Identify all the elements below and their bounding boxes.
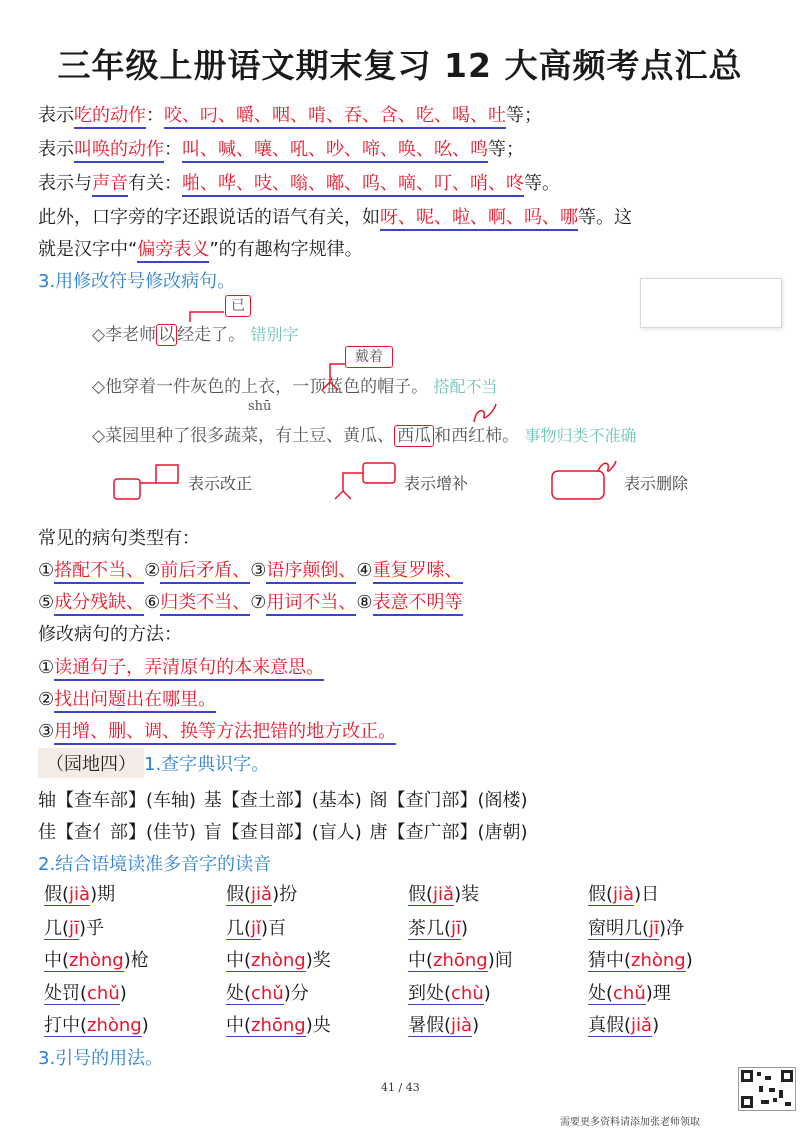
biaoshi-line-sound: 表示与声音有关：啪、哗、吱、嗡、嘟、呜、嘀、叮、哨、咚等。 (38, 169, 560, 195)
legend-insert-symbol (325, 459, 405, 503)
pinyin-reading: chǔ (87, 983, 120, 1004)
pinyin-reading: zhòng (631, 950, 686, 971)
chars-call: 叫、喊、嚷、吼、吵、啼、唤、吆、鸣 (182, 139, 488, 163)
example-1-correction-mark (172, 304, 232, 324)
example-3: ◇菜园里种了很多蔬菜，有土豆、黄瓜、 西瓜 和西红柿。 事物归类不准确 (92, 426, 637, 446)
pinyin-reading: chǔ (251, 983, 284, 1004)
pinyin-item: 假(jiǎ)装 (408, 884, 480, 905)
legend-correct-label: 表示改正 (188, 474, 253, 493)
pinyin-reading: jī (69, 918, 80, 939)
pinyin-item: 中(zhōng)央 (226, 1015, 331, 1036)
example-3-pinyin: shū (248, 399, 272, 414)
chars-eat: 咬、叼、嚼、咽、啃、吞、含、吃、喝、吐 (164, 105, 506, 129)
pinyin-reading: jiǎ (251, 884, 273, 905)
example-2-insert-mark (312, 356, 352, 396)
pinyin-item: 打中(zhòng) (44, 1015, 149, 1036)
chars-sound: 啪、哗、吱、嗡、嘟、呜、嘀、叮、哨、咚 (182, 173, 524, 197)
example-1-correction: 已 (225, 295, 251, 317)
radical-meaning: 偏旁表义 (137, 239, 209, 263)
pinyin-item: 窗明几(jī)净 (588, 918, 685, 939)
pinyin-reading: jià (613, 884, 635, 905)
method-3: ③用增、删、调、换等方法把错的地方改正。 (38, 717, 396, 743)
sticky-note (640, 278, 782, 328)
qr-code-icon (738, 1067, 796, 1111)
legend-delete-symbol (548, 459, 620, 503)
pinyin-reading: jǐ (251, 918, 262, 939)
pinyin-item: 中(zhòng)奖 (226, 950, 331, 971)
pinyin-item: 假(jià)期 (44, 884, 116, 905)
example-3-delete-box: 西瓜 (394, 425, 434, 447)
pinyin-reading: jià (69, 884, 91, 905)
pinyin-reading: zhōng (251, 1015, 306, 1036)
page-title: 三年级上册语文期末复习 12 大高频考点汇总 (57, 46, 743, 85)
pinyin-reading: jī (451, 918, 462, 939)
category-eat: 吃的动作 (74, 105, 146, 129)
section-3b-heading: 3.引号的用法。 (38, 1048, 164, 1069)
dict-row-2: 佳【查亻部】(佳节) 盲【查目部】(盲人) 唐【查广部】(唐朝) (38, 822, 528, 843)
example-3-delete-curl (470, 402, 500, 424)
pinyin-item: 处罚(chǔ) (44, 983, 127, 1004)
example-2: ◇他穿着一件灰色的上衣，一顶蓝色的帽子。 搭配不当 (92, 377, 498, 397)
pinyin-reading: jiǎ (631, 1015, 653, 1036)
pinyin-item: 处(chǔ)理 (588, 983, 671, 1004)
legend-delete-label: 表示删除 (624, 474, 689, 493)
pinyin-reading: zhòng (69, 950, 124, 971)
cihwai-line-1: 此外，口字旁的字还跟说话的语气有关，如呀、呢、啦、啊、吗、哪等。这 (38, 203, 632, 229)
pinyin-item: 中(zhōng)间 (408, 950, 513, 971)
pinyin-reading: jià (451, 1015, 473, 1036)
pinyin-reading: zhōng (433, 950, 488, 971)
bingju-types-row-1: ①搭配不当、②前后矛盾、③语序颠倒、④重复罗嗦、 (38, 556, 463, 582)
example-2-insertion: 戴着 (345, 346, 393, 368)
example-1: ◇李老师 以 经走了。 错别字 (92, 325, 299, 345)
pinyin-item: 暑假(jià) (408, 1015, 480, 1036)
biaoshi-line-call: 表示叫唤的动作：叫、喊、嚷、吼、吵、啼、唤、吆、鸣等； (38, 135, 524, 161)
yuandi-heading: （园地四） 1.查字典识字。 (38, 748, 269, 778)
method-heading: 修改病句的方法： (38, 624, 182, 645)
example-1-wrong-char: 以 (158, 325, 176, 345)
pinyin-reading: jī (649, 918, 660, 939)
page-number: 41 / 43 (381, 1081, 420, 1094)
section-3-heading: 3.用修改符号修改病句。 (38, 271, 236, 292)
pinyin-reading: zhòng (251, 950, 306, 971)
pinyin-item: 假(jià)日 (588, 884, 660, 905)
biaoshi-line-eat: 表示吃的动作：咬、叼、嚼、咽、啃、吞、含、吃、喝、吐等； (38, 101, 542, 127)
pinyin-item: 真假(jiǎ) (588, 1015, 660, 1036)
pinyin-item: 茶几(jī) (408, 918, 469, 939)
pinyin-item: 几(jī)乎 (44, 918, 105, 939)
bingju-types-row-2: ⑤成分残缺、⑥归类不当、⑦用词不当、⑧表意不明等 (38, 588, 463, 614)
pinyin-item: 到处(chù) (408, 983, 491, 1004)
pinyin-reading: zhòng (87, 1015, 142, 1036)
method-2: ②找出问题出在哪里。 (38, 685, 216, 711)
legend-correct-symbol (108, 459, 188, 503)
category-sound: 声音 (92, 173, 128, 197)
method-1: ①读通句子，弄清原句的本来意思。 (38, 653, 324, 679)
promo-text: 需要更多资料请添加张老师领取 (560, 1117, 700, 1128)
pinyin-reading: jiǎ (433, 884, 455, 905)
pinyin-item: 处(chǔ)分 (226, 983, 309, 1004)
pinyin-reading: chǔ (613, 983, 646, 1004)
yuandi-label: （园地四） (38, 748, 144, 778)
pinyin-reading: chù (451, 983, 484, 1004)
bingju-heading: 常见的病句类型有： (38, 528, 200, 549)
pinyin-item: 猜中(zhòng) (588, 950, 693, 971)
legend-insert-label: 表示增补 (404, 474, 469, 493)
pinyin-item: 假(jiǎ)扮 (226, 884, 298, 905)
pinyin-item: 几(jǐ)百 (226, 918, 287, 939)
tone-chars: 呀、呢、啦、啊、吗、哪 (380, 207, 578, 231)
dict-row-1: 轴【查车部】(车轴) 基【查土部】(基本) 阁【查门部】(阁楼) (38, 790, 528, 811)
pinyin-item: 中(zhòng)枪 (44, 950, 149, 971)
category-call: 叫唤的动作 (74, 139, 164, 163)
cihwai-line-2: 就是汉字中“偏旁表义”的有趣构字规律。 (38, 235, 363, 261)
section-2-heading: 2.结合语境读准多音字的读音 (38, 854, 272, 875)
